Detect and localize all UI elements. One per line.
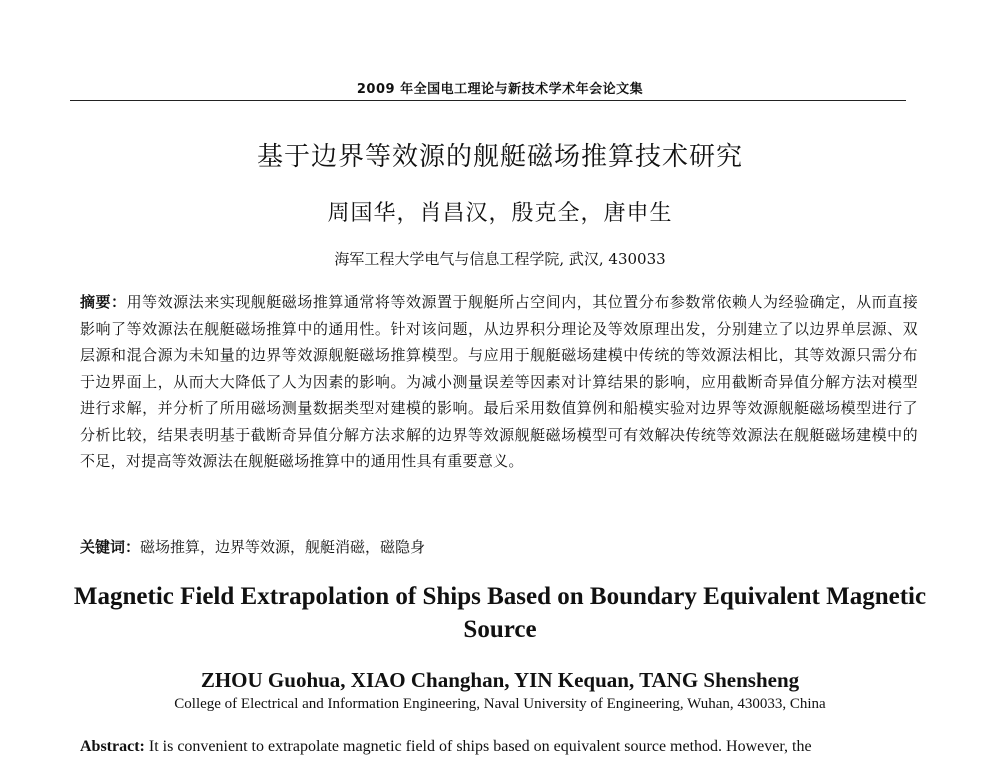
- header-rule: [70, 100, 906, 101]
- english-abstract-text: It is convenient to extrapolate magnetic field of ships based on equivalent source method. However, the: [144, 738, 812, 755]
- english-title: Magnetic Field Extrapolation of Ships Based on Boundary Equivalent Magnetic Source: [73, 583, 927, 643]
- english-affiliation: College of Electrical and Information Engineering, Naval University of Engineering, Wuhan, 430033, China: [174, 696, 826, 712]
- chinese-abstract-label: 摘要：: [80, 293, 127, 311]
- chinese-keywords-text: 磁场推算，边界等效源，舰艇消磁，磁隐身: [140, 538, 426, 556]
- chinese-authors: 周国华，肖昌汉，殷克全，唐申生: [327, 201, 673, 226]
- english-abstract: [80, 738, 940, 756]
- chinese-abstract-text: 用等效源法来实现舰艇磁场推算通常将等效源置于舰艇所占空间内，其位置分布参数常依赖人为经验确定，从而直接影响了等效源法在舰艇磁场推算中的通用性。针对该问题，从边界积分理论及等效原理出发，分别建立了以边界单层源、双层源和混合源为未知量的边界等效源舰艇磁场推算模型。与应用于舰艇磁场建模中传统的等效源法相比，其等效源只需分布于边界面上，从而大大降低了人为因素的影响。为减小测量误差等因素对计算结果的影响，应用截断奇异值分解方法对模型进行求解，并分析了所用磁场测量数据类型对建模的影响。最后采用数值算例和船模实验对边界等效源舰艇磁场模型进行了分析比较，结果表明基于截断奇异值分解方法求解的边界等效源舰艇磁场模型可有效解决传统等效源法在舰艇磁场建模中的不足，对提高等效源法在舰艇磁场推算中的通用性具有重要意义。: [80, 293, 918, 470]
- english-abstract-label: Abstract:: [80, 738, 145, 755]
- chinese-keywords-label: 关键词：: [80, 538, 141, 556]
- chinese-keywords: [80, 536, 918, 557]
- running-header: 2009 年全国电工理论与新技术学术年会论文集: [356, 82, 644, 97]
- english-authors: ZHOU Guohua, XIAO Changhan, YIN Kequan, TANG Shensheng: [200, 668, 800, 692]
- chinese-title: 基于边界等效源的舰艇磁场推算技术研究: [256, 142, 743, 172]
- chinese-abstract: [80, 289, 918, 475]
- chinese-affiliation: 海军工程大学电气与信息工程学院, 武汉, 430033: [334, 250, 666, 268]
